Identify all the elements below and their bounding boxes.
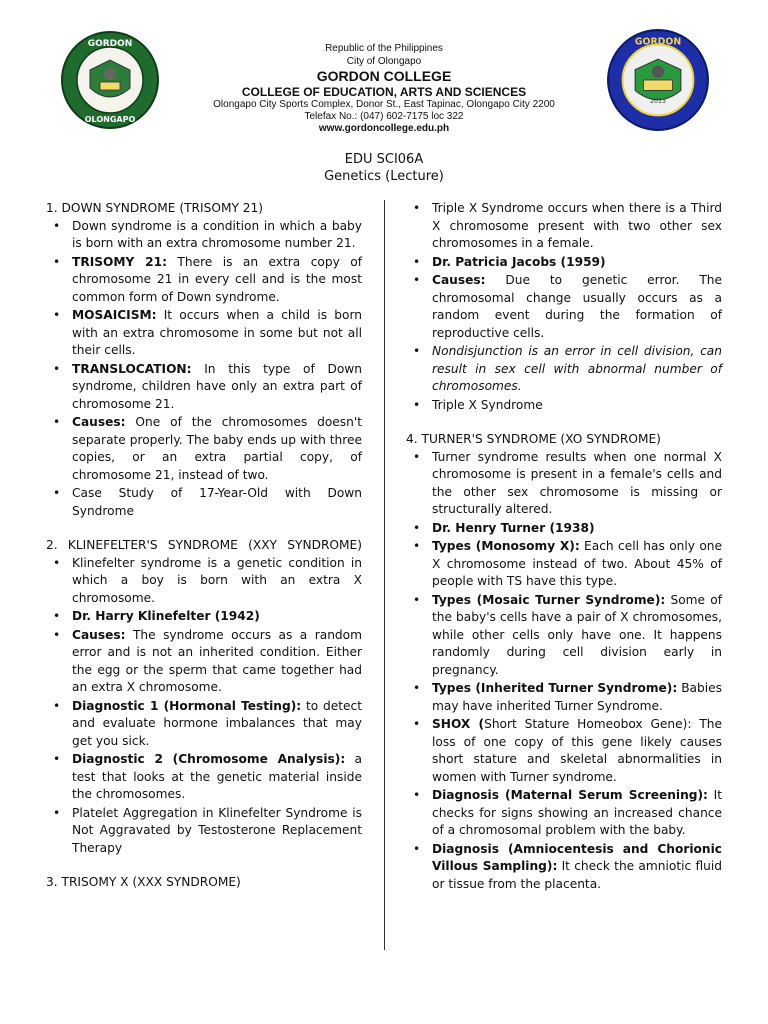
list-item: • Dr. Henry Turner (1938): [406, 520, 722, 538]
list-item: • Triple X Syndrome occurs when there is a Third X chromosome present with two other sex chromosomes in a female.: [406, 200, 722, 253]
header-website: www.gordoncollege.edu.ph: [318, 123, 450, 134]
column-divider: [384, 200, 385, 950]
header-address: Olongapo City Sports Complex, Donor St., East Tapinac, Olongapo City 2200: [213, 99, 555, 110]
section-turner-heading: 4. TURNER'S SYNDROME (XO SYNDROME): [406, 432, 661, 446]
header-college-name: GORDON COLLEGE: [316, 68, 452, 84]
turner-list: [406, 449, 722, 894]
list-item: • Dr. Patricia Jacobs (1959): [406, 254, 722, 272]
header-telefax: Telefax No.: (047) 602-7175 loc 322: [304, 111, 464, 122]
college-education-seal-logo: [606, 28, 710, 132]
header-department: COLLEGE OF EDUCATION, ARTS AND SCIENCES: [241, 85, 527, 99]
svg-text:GORDON: GORDON: [87, 39, 133, 49]
list-item: • TRANSLOCATION: In this type of Down syndrome, children have only an extra part of chromosome 21.: [46, 361, 362, 414]
trisomy-x-list: [406, 200, 722, 414]
list-item: • Down syndrome is a condition in which a baby is born with an extra chromosome number 21.: [46, 218, 362, 253]
list-item: • SHOX (Short Stature Homeobox Gene): The loss of one copy of this gene likely causes short stature and skeletal abnormalities in women with Turner syndrome.: [406, 716, 722, 786]
list-item: • Causes: One of the chromosomes doesn't separate properly. The baby ends up with three copies, or an extra partial copy, of chromosome 21, instead of two.: [46, 414, 362, 484]
right-column: [406, 200, 722, 894]
list-item: • Diagnosis (Amniocentesis and Chorionic Villous Sampling): It check the amniotic fluid or tissue from the placenta.: [406, 841, 722, 894]
list-item: • Causes: Due to genetic error. The chromosomal change usually occurs as a random event during the formation of reproductive cells.: [406, 272, 722, 342]
list-item: • Klinefelter syndrome is a genetic condition in which a boy is born with an extra X chromosome.: [46, 555, 362, 608]
list-item: • Diagnosis (Maternal Serum Screening): It checks for signs showing an increased chance of a chromosomal problem with the baby.: [406, 787, 722, 840]
list-item: • TRISOMY 21: There is an extra copy of chromosome 21 in every cell and is the most common form of Down syndrome.: [46, 254, 362, 307]
list-item: • Platelet Aggregation in Klinefelter Syndrome is Not Aggravated by Testosterone Replacement Therapy: [46, 805, 362, 858]
list-item: • Types (Mosaic Turner Syndrome): Some of the baby's cells have a pair of X chromosomes, while other cells only have one. It happens randomly during cell division early in pregnancy.: [406, 592, 722, 680]
section-klinefelter-heading: 2. KLINEFELTER'S SYNDROME (XXY SYNDROME): [46, 538, 362, 552]
down-syndrome-list: [46, 218, 362, 521]
header-city: City of Olongapo: [346, 56, 422, 67]
list-item: • Types (Inherited Turner Syndrome): Babies may have inherited Turner Syndrome.: [406, 680, 722, 715]
list-item: • MOSAICISM: It occurs when a child is born with an extra chromosome in some but not all their cells.: [46, 307, 362, 360]
list-item: • Case Study of 17-Year-Old with Down Syndrome: [46, 485, 362, 520]
list-item: • Turner syndrome results when one normal X chromosome is present in a female's cells and the other sex chromosome is missing or structurally altered.: [406, 449, 722, 519]
klinefelter-list: [46, 555, 362, 858]
list-item: • Nondisjunction is an error in cell division, can result in sex cell with abnormal number of chromosomes.: [406, 343, 722, 396]
list-item: • Triple X Syndrome: [406, 397, 722, 415]
course-code: EDU SCI06A: [344, 152, 424, 167]
left-column: [46, 200, 362, 892]
gordon-college-seal-logo: [60, 30, 160, 130]
svg-text:2013: 2013: [650, 97, 666, 105]
svg-text:GORDON: GORDON: [634, 36, 682, 48]
header-republic: Republic of the Philippines: [325, 43, 443, 54]
list-item: • Types (Monosomy X): Each cell has only one X chromosome instead of two. About 45% of people with TS have this type.: [406, 538, 722, 591]
section-trisomy-x-heading: 3. TRISOMY X (XXX SYNDROME): [46, 875, 241, 889]
list-item: • Causes: The syndrome occurs as a random error and is not an inherited condition. Either the egg or the sperm that came together had an extra X chromosome.: [46, 627, 362, 697]
course-title: Genetics (Lecture): [324, 169, 444, 184]
list-item: • Diagnostic 2 (Chromosome Analysis): a test that looks at the genetic material inside the chromosomes.: [46, 751, 362, 804]
list-item: • Dr. Harry Klinefelter (1942): [46, 608, 362, 626]
svg-text:OLONGAPO: OLONGAPO: [84, 115, 136, 124]
list-item: • Diagnostic 1 (Hormonal Testing): to detect and evaluate hormone imbalances that may get you sick.: [46, 698, 362, 751]
section-down-syndrome-heading: 1. DOWN SYNDROME (TRISOMY 21): [46, 201, 264, 215]
